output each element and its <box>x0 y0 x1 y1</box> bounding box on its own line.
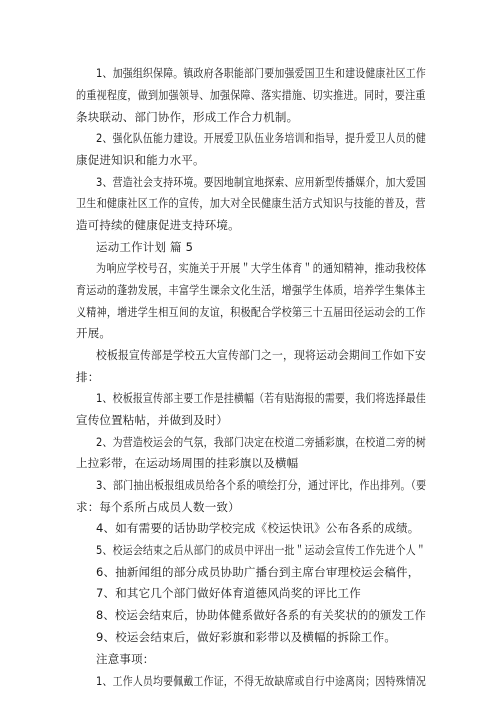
text-line: 4、如有需要的话协助学校完成《校运快讯》公布各系的成绩。 <box>96 521 420 535</box>
text-line: 康促进知识和能力水平。 <box>76 153 205 167</box>
text-line: 1、工作人员均要佩戴工作证，不得无故缺席或自行中途离岗；因特殊情况 <box>96 674 426 688</box>
text-line: 8、校运会结束后，协助体健系做好各系的有关奖状的的颁发工作 <box>96 608 427 622</box>
text-line: 1、加强组织保障。镇政府各职能部门要加强爱国卫生和建设健康社区工作 <box>96 66 426 80</box>
text-line: 求：每个系所占成员人数一致） <box>76 500 240 514</box>
text-line: 9、校运会结束后，做好彩旗和彩带以及横幅的拆除工作。 <box>96 630 397 644</box>
text-line: 为响应学校号召，实施关于开展＂大学生体育＂的通知精神，推动我校体 <box>96 261 427 275</box>
text-line: 卫生和健康社区工作的宣传，加大对全民健康生活方式知识与技能的普及，营 <box>76 196 426 210</box>
text-line: 造可持续的健康促进支持环境。 <box>76 218 240 232</box>
text-line: 开展。 <box>76 326 112 340</box>
text-line: 的重视程度，做到加强领导、加强保障、落实措施、切实推进。同时，要注重 <box>76 88 426 102</box>
text-line: 义精神，增进学生相互间的友谊，积极配合学校第三十五届田径运动会的工作 <box>76 305 426 319</box>
text-line: 育运动的蓬勃发展，丰富学生课余文化生活，增强学生体质，培养学生集体主 <box>76 283 426 297</box>
text-line: 2、为营造校运会的气氛，我部门决定在校道二旁插彩旗，在校道二旁的树 <box>96 435 426 449</box>
text-line: 1、校板报宣传部主要工作是挂横幅（若有贴海报的需要，我们将选择最佳 <box>96 391 426 405</box>
text-line: 注意事项： <box>96 652 155 666</box>
text-line: 5、校运会结束之后从部门的成员中评出一批＂运动会宣传工作先进个人＂ <box>96 543 426 557</box>
text-line: 7、和其它几个部门做好体育道德风尚奖的评比工作 <box>96 586 361 600</box>
text-line: 6、抽新闻组的部分成员协助广播台到主席台审理校运会稿件， <box>96 565 420 579</box>
text-line: 校板报宣传部是学校五大宣传部门之一，现将运动会期间工作如下安 <box>96 348 426 362</box>
section-heading: 运动工作计划 篇 5 <box>96 240 194 254</box>
text-line: 条块联动、部门协作，形成工作合力机制。 <box>76 110 299 124</box>
text-line: 排： <box>76 370 100 384</box>
text-line: 宣传位置粘帖，并做到及时） <box>76 413 229 427</box>
text-line: 3、营造社会支持环境。要因地制宜地探索、应用新型传播媒介，加大爱国 <box>96 175 426 189</box>
text-line: 3、部门抽出板报组成员给各个系的喷绘打分，通过评比，作出排列。（要 <box>96 478 427 492</box>
text-line: 2、强化队伍能力建设。开展爱卫队伍业务培训和指导，提升爱卫人员的健 <box>96 131 426 145</box>
text-line: 上拉彩带，在运动场周围的挂彩旗以及横幅 <box>76 456 299 470</box>
